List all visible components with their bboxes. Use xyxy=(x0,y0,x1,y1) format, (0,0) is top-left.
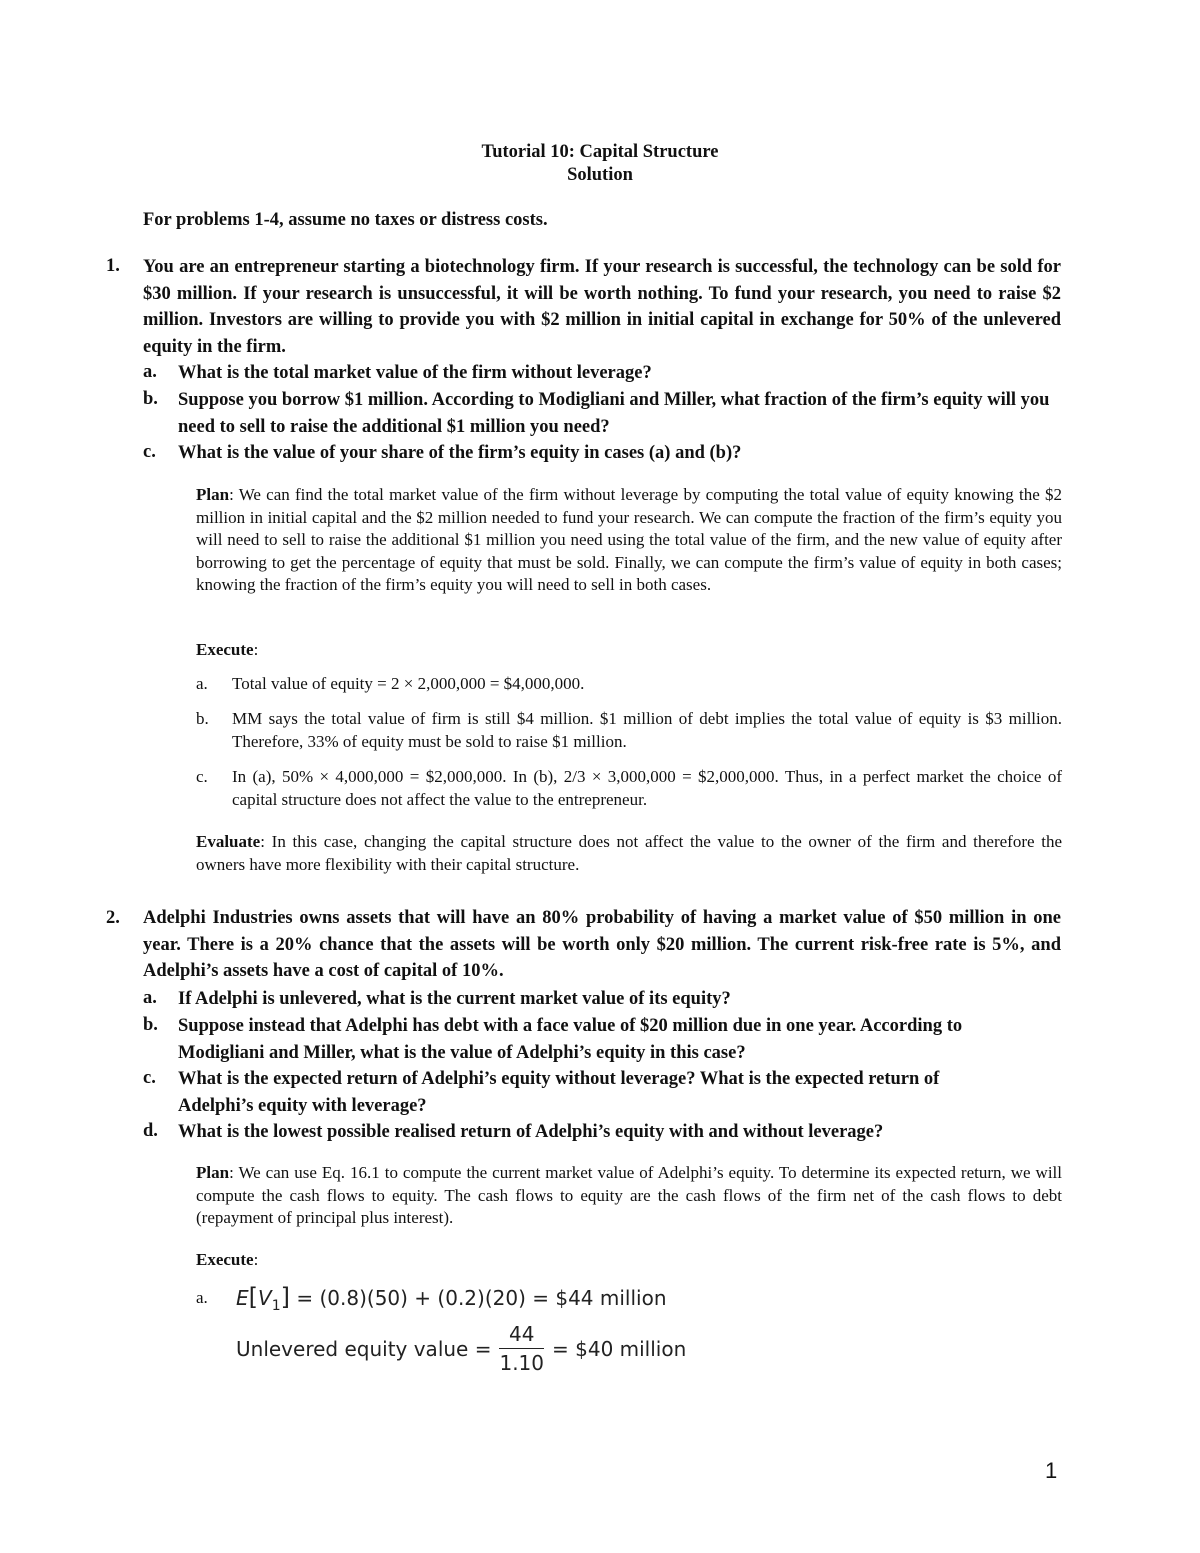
q1-answer-c: In (a), 50% × 4,000,000 = $2,000,000. In (b), 2/3 × 3,000,000 = $2,000,000. Thus, in a perfect market the choice of capital structure does not affect the value to the entrepreneur. xyxy=(232,767,1062,809)
q1-plan xyxy=(196,484,1062,597)
q1a-text: What is the total market value of the firm without leverage? xyxy=(178,363,652,383)
q2-number: 2. xyxy=(106,908,120,928)
q2b-text: Suppose instead that Adelphi has debt with a face value of $20 million due in one year. According to Modigliani and Miller, what is the value of Adelphi’s equity in this case? xyxy=(178,1016,963,1063)
page-number: 1 xyxy=(1045,1458,1058,1483)
q1-answer-b: MM says the total value of firm is still $4 million. $1 million of debt implies the total value of equity is $3 million. Therefore, 33% of equity must be sold to raise $1 million. xyxy=(232,709,1062,751)
plan-text: : We can use Eq. 16.1 to compute the current market value of Adelphi’s equity. To determine its expected return, we will compute the cash flows to equity. The cash flows to equity are the cash flows of the firm net of the cash flows to debt (repayment of principal plus interest). xyxy=(196,1163,1062,1227)
q2d-label: d. xyxy=(143,1121,158,1141)
eq-denominator: 1.10 xyxy=(499,1351,544,1375)
execute-label: Execute xyxy=(196,640,254,659)
q2-text: Adelphi Industries owns assets that will have an 80% probability of having a market value of $50 million in one year. There is a 20% chance that the assets will be worth only $20 million. The current risk-free rate is 5%, and Adelphi’s assets have a cost of capital of 10%. xyxy=(143,908,1061,981)
page-title: Tutorial 10: Capital Structure xyxy=(481,142,719,162)
eq-unlevered-result: = $40 million xyxy=(552,1336,687,1361)
q1-execute-heading: Execute: xyxy=(196,640,259,659)
q1-answer-a-label: a. xyxy=(196,674,208,693)
eq-unlevered-label: Unlevered equity value = xyxy=(236,1336,492,1361)
q1b-label: b. xyxy=(143,389,158,409)
q1c-text: What is the value of your share of the firm’s equity in cases (a) and (b)? xyxy=(178,443,742,463)
page-subtitle: Solution xyxy=(567,165,633,185)
q1-number: 1. xyxy=(106,256,120,276)
evaluate-text: : In this case, changing the capital structure does not affect the value to the owner of the firm and therefore the owners have more flexibility with their capital structure. xyxy=(196,832,1062,874)
q2a-text: If Adelphi is unlevered, what is the current market value of its equity? xyxy=(178,989,731,1009)
plan-label: Plan xyxy=(196,1163,230,1182)
q2-plan xyxy=(196,1162,1062,1230)
equation-unlevered-equity xyxy=(236,1322,686,1375)
q1a-label: a. xyxy=(143,362,157,382)
q1-answer-c-label: c. xyxy=(196,767,208,786)
q2d-text: What is the lowest possible realised return of Adelphi’s equity with and without leverage? xyxy=(178,1122,884,1142)
eq-e-symbol: E xyxy=(236,1286,249,1310)
q2-answer-a-label: a. xyxy=(196,1288,208,1307)
execute-label: Execute xyxy=(196,1250,254,1269)
intro-note: For problems 1-4, assume no taxes or distress costs. xyxy=(143,210,548,230)
plan-label: Plan xyxy=(196,485,230,504)
eq-v-subscript: 1 xyxy=(271,1298,281,1314)
eq-v-symbol: V xyxy=(258,1286,272,1310)
q2c-label: c. xyxy=(143,1068,156,1088)
eq-numerator: 44 xyxy=(499,1322,544,1349)
q2-execute-heading: Execute: xyxy=(196,1250,259,1269)
eq-expected-value-rhs: = (0.8)(50) + (0.2)(20) = $44 million xyxy=(290,1286,667,1310)
q1b-text: Suppose you borrow $1 million. According to Modigliani and Miller, what fraction of the firm’s equity will you need to sell to raise the additional $1 million you need? xyxy=(178,390,1050,437)
eq-fraction xyxy=(499,1322,544,1375)
q1c-label: c. xyxy=(143,442,156,462)
plan-text: : We can find the total market value of the firm without leverage by computing the total value of equity knowing the $2 million in initial capital and the $2 million needed to fund your research. We can compute the fraction of the firm’s equity you will need to sell to raise the additional $1 million you need using the total value of the firm, and the new value of equity after borrowing to get the percentage of equity that must be sold. Finally, we can compute the firm’s value of equity in both cases; knowing the fraction of the firm’s equity you will need to sell in both cases. xyxy=(196,485,1062,594)
equation-expected-value: $E[V_1] = (0.8)(50) + (0.2)(20)$ = $44 million xyxy=(236,1283,667,1314)
q2c-text: What is the expected return of Adelphi’s equity without leverage? What is the expected return of Adelphi’s equity with leverage? xyxy=(178,1069,940,1116)
q1-text: You are an entrepreneur starting a biotechnology firm. If your research is successful, the technology can be sold for $30 million. If your research is unsuccessful, it will be worth nothing. To fund your research, you need to raise $2 million. Investors are willing to provide you with $2 million in initial capital in exchange for 50% of the unlevered equity in the firm. xyxy=(143,257,1061,357)
q1-answer-a: Total value of equity = 2 × 2,000,000 = $4,000,000. xyxy=(232,674,585,693)
q1-evaluate xyxy=(196,831,1062,876)
q2b-label: b. xyxy=(143,1015,158,1035)
evaluate-label: Evaluate xyxy=(196,832,261,851)
q2a-label: a. xyxy=(143,988,157,1008)
q1-answer-b-label: b. xyxy=(196,709,209,728)
